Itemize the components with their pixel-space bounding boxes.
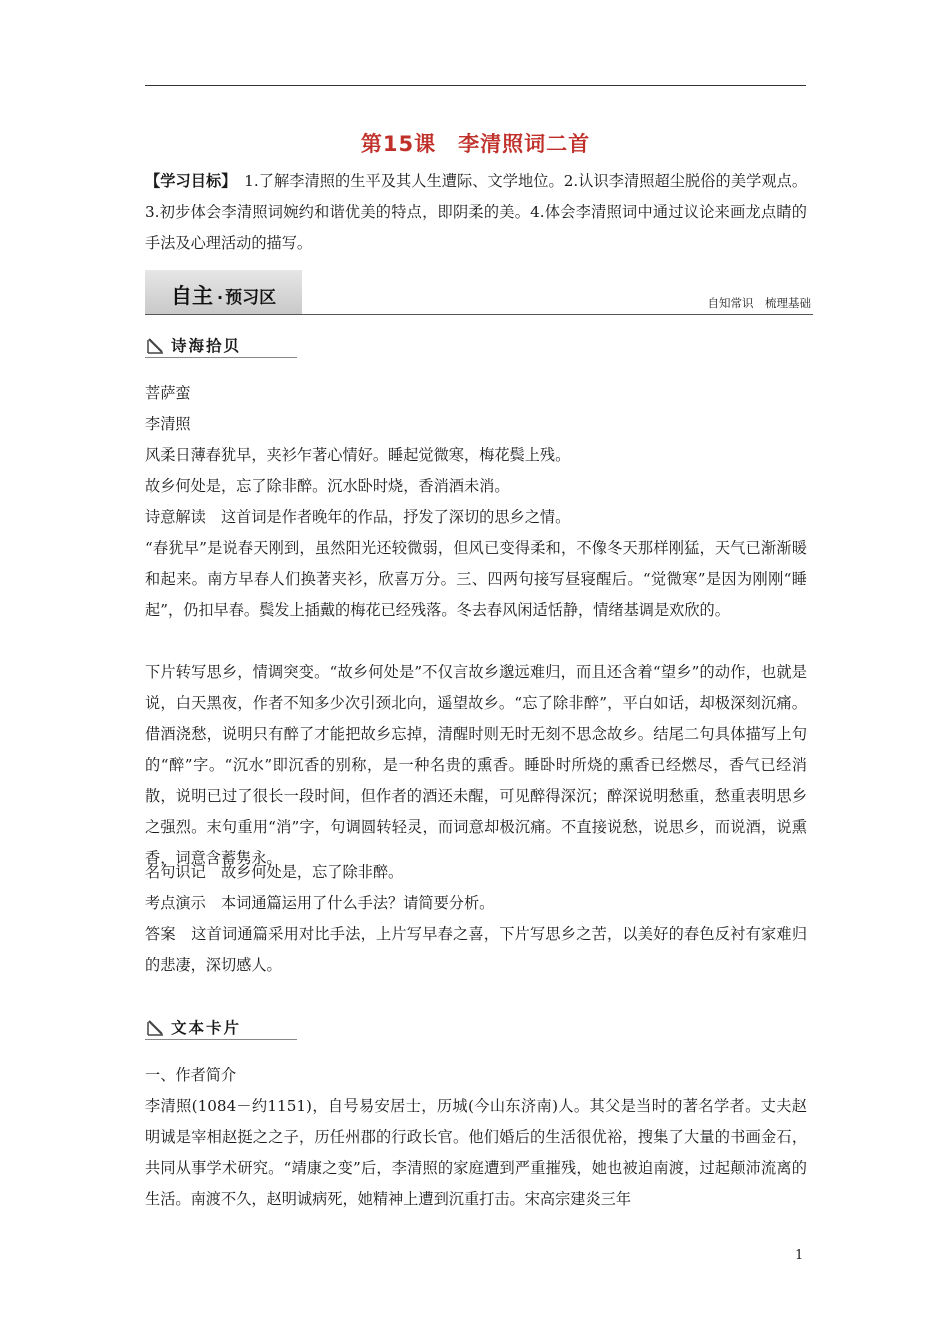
exam-answer: 答案 这首词通篇采用对比手法，上片写早春之喜，下片写思乡之苦，以美好的春色反衬有家难归的悲凄，深切感人。 bbox=[145, 925, 807, 974]
learning-goals bbox=[145, 166, 807, 259]
subsection-heading-card bbox=[145, 1016, 297, 1040]
author-intro-heading: 一、作者简介 bbox=[145, 1066, 237, 1084]
diagonal-mark-icon bbox=[147, 1019, 164, 1036]
subsection-heading-rule bbox=[145, 357, 297, 358]
poem-line-1: 风柔日薄春犹早，夹衫乍著心情好。睡起觉微寒，梅花鬓上残。 bbox=[145, 446, 571, 464]
subsection-heading-poem bbox=[145, 334, 297, 358]
famous-line: 名句识记 故乡何处是，忘了除非醉。 bbox=[145, 863, 404, 881]
subsection-heading-rule bbox=[145, 1039, 297, 1040]
section-banner-subtitle: 自知常识 梳理基础 bbox=[707, 296, 811, 310]
exam-question: 考点演示 本词通篇运用了什么手法？请简要分析。 bbox=[145, 894, 495, 912]
page-number: 1 bbox=[795, 1248, 804, 1263]
section-banner-rule bbox=[145, 314, 813, 315]
reading-paragraph-2: 下片转写思乡，情调突变。“故乡何处是”不仅言故乡邈远难归，而且还含着“望乡”的动作，也就是说，白天黑夜，作者不知多少次引颈北向，遥望故乡。“忘了除非醉”，平白如话，却极深刻沉痛。借酒浇愁，说明只有醉了才能把故乡忘掉，清醒时则无时无刻不思念故乡。结尾二句具体描写上句的“醉”字。“沉水”即沉香的别称，是一种名贵的熏香。睡卧时所烧的熏香已经燃尽，香气已经消散，说明已过了很长一段时间，但作者的酒还未醒，可见醉得深沉；醉深说明愁重，愁重表明思乡之强烈。末句重用“消”字，句调圆转轻灵，而词意却极沉痛。不直接说愁，说思乡，而说酒，说熏香，词意含蓄隽永。 bbox=[145, 663, 807, 867]
reading-paragraph-1: “春犹早”是说春天刚到，虽然阳光还较微弱，但风已变得柔和，不像冬天那样刚猛，天气已渐渐暖和起来。南方早春人们换著夹衫，欣喜万分。三、四两句接写昼寝醒后。“觉微寒”是因为刚刚“睡起”，仍扣早春。鬓发上插戴的梅花已经残落。冬去春风闲适恬静，情绪基调是欢欣的。 bbox=[145, 539, 807, 619]
section-banner bbox=[145, 270, 813, 315]
header-rule bbox=[145, 85, 806, 86]
reading-intro: 诗意解读 这首词是作者晚年的作品，抒发了深切的思乡之情。 bbox=[145, 508, 571, 526]
lesson-title: 第15课 李清照词二首 bbox=[360, 132, 591, 156]
subsection-heading-text: 文本卡片 bbox=[171, 1019, 242, 1037]
learning-goals-text: 1.了解李清照的生平及其人生遭际、文学地位。2.认识李清照超尘脱俗的美学观点。3.初步体会李清照词婉约和谐优美的特点，即阴柔的美。4.体会李清照词中通过议论来画龙点睛的手法及心理活动的描写。 bbox=[145, 172, 808, 252]
poem-name: 菩萨蛮 bbox=[145, 384, 191, 402]
poem-line-2: 故乡何处是，忘了除非醉。沉水卧时烧，香消酒未消。 bbox=[145, 477, 510, 495]
section-banner-title: 自主 · 预习区 bbox=[171, 284, 277, 308]
author-intro-text: 李清照(1084－约1151)，自号易安居士，历城(今山东济南)人。其父是当时的著名学者。丈夫赵明诚是宰相赵挺之之子，历任州郡的行政长官。他们婚后的生活很优裕，搜集了大量的书画金石，共同从事学术研究。“靖康之变”后，李清照的家庭遭到严重摧残，她也被迫南渡，过起颠沛流离的生活。南渡不久，赵明诚病死，她精神上遭到沉重打击。宋高宗建炎三年 bbox=[145, 1097, 807, 1208]
learning-goals-label: 【学习目标】 bbox=[145, 172, 229, 190]
poem-author: 李清照 bbox=[145, 415, 191, 433]
diagonal-mark-icon bbox=[147, 337, 164, 354]
subsection-heading-text: 诗海拾贝 bbox=[171, 337, 242, 355]
